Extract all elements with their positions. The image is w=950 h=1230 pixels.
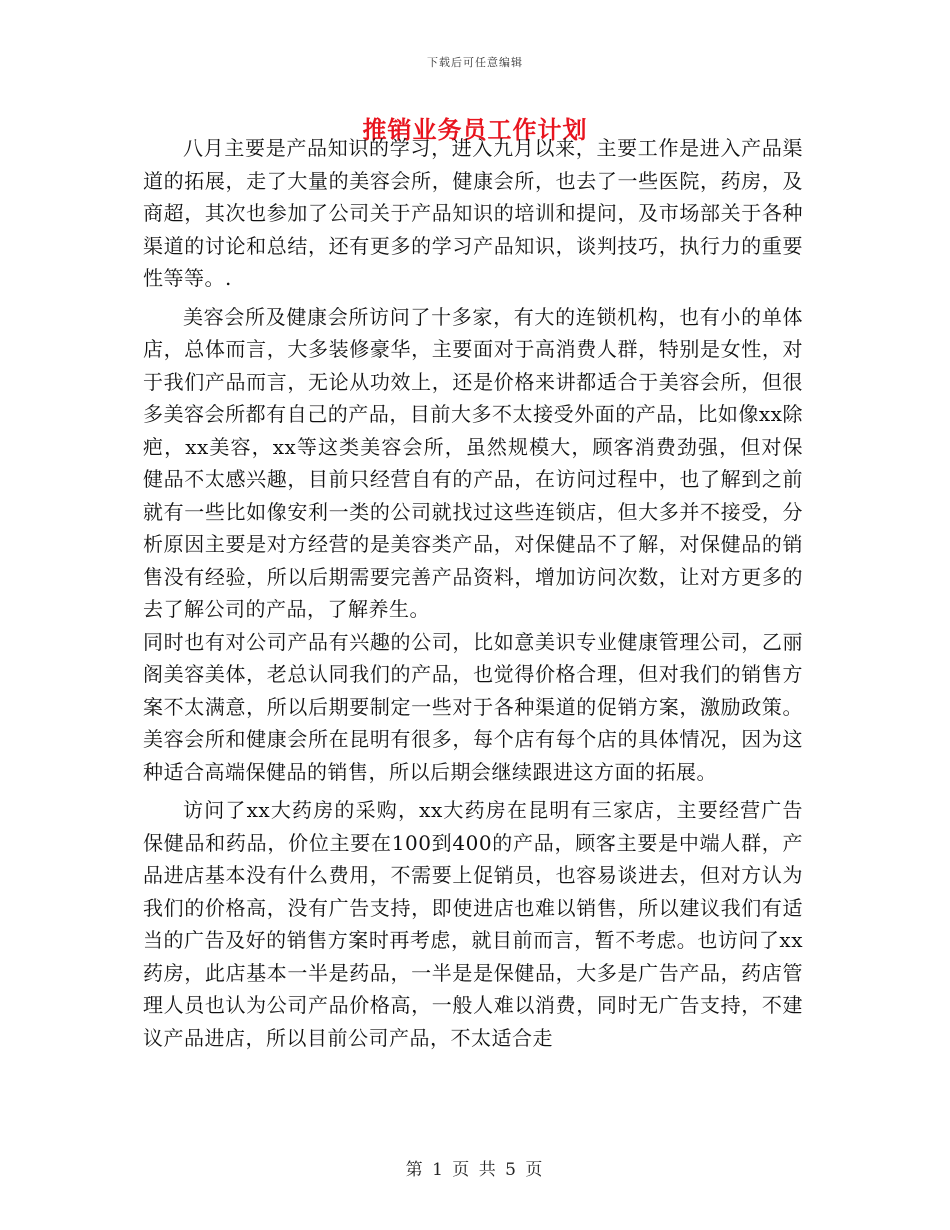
paragraph-4: 访问了xx大药房的采购，xx大药房在昆明有三家店，主要经营广告保健品和药品，价位主要在100到400的产品，顾客主要是中端人群，产品进店基本没有什么费用，不需要上促销员，也容易谈进去，但对方认为我们的价格高，没有广告支持，即使进店也难以销售，所以建议我们有适当的广告及好的销售方案时再考虑，就目前而言，暂不考虑。也访问了xx药房，此店基本一半是药品，一半是是保健品，大多是广告产品，药店管理人员也认为公司产品价格高，一般人难以消费，同时无广告支持，不建议产品进店，所以目前公司产品，不太适合走	[143, 798, 803, 1050]
page-number: 第 1 页 共 5 页	[405, 1160, 545, 1180]
document-body	[143, 132, 803, 1054]
paragraph-1: 八月主要是产品知识的学习，进入九月以来，主要工作是进入产品渠道的拓展，走了大量的美容会所，健康会所，也去了一些医院，药房，及商超，其次也参加了公司关于产品知识的培训和提问，及市场部关于各种渠道的讨论和总结，还有更多的学习产品知识，谈判技巧，执行力的重要性等等。.	[143, 136, 803, 290]
document-title: 推销业务员工作计划	[362, 115, 588, 144]
paragraph-3: 同时也有对公司产品有兴趣的公司，比如意美识专业健康管理公司，乙丽阁美容美体，老总认同我们的产品，也觉得价格合理，但对我们的销售方案不太满意，所以后期要制定一些对于各种渠道的促销方案，激励政策。美容会所和健康会所在昆明有很多，每个店有每个店的具体情况，因为这种适合高端保健品的销售，所以后期会继续跟进这方面的拓展。	[143, 629, 803, 784]
paragraph-2: 美容会所及健康会所访问了十多家，有大的连锁机构，也有小的单体店，总体而言，大多装修豪华，主要面对于高消费人群，特别是女性，对于我们产品而言，无论从功效上，还是价格来讲都适合于美容会所，但很多美容会所都有自己的产品，目前大多不太接受外面的产品，比如像xx除疤，xx美容，xx等这类美容会所，虽然规模大，顾客消费劲强，但对保健品不太感兴趣，目前只经营自有的产品，在访问过程中，也了解到之前就有一些比如像安利一类的公司就找过这些连锁店，但大多并不接受，分析原因主要是对方经营的是美容类产品，对保健品不了解，对保健品的销售没有经验，所以后期需要完善产品资料，增加访问次数，让对方更多的去了解公司的产品，了解养生。	[143, 304, 803, 621]
page-header-note: 下载后可任意编辑	[427, 56, 523, 69]
